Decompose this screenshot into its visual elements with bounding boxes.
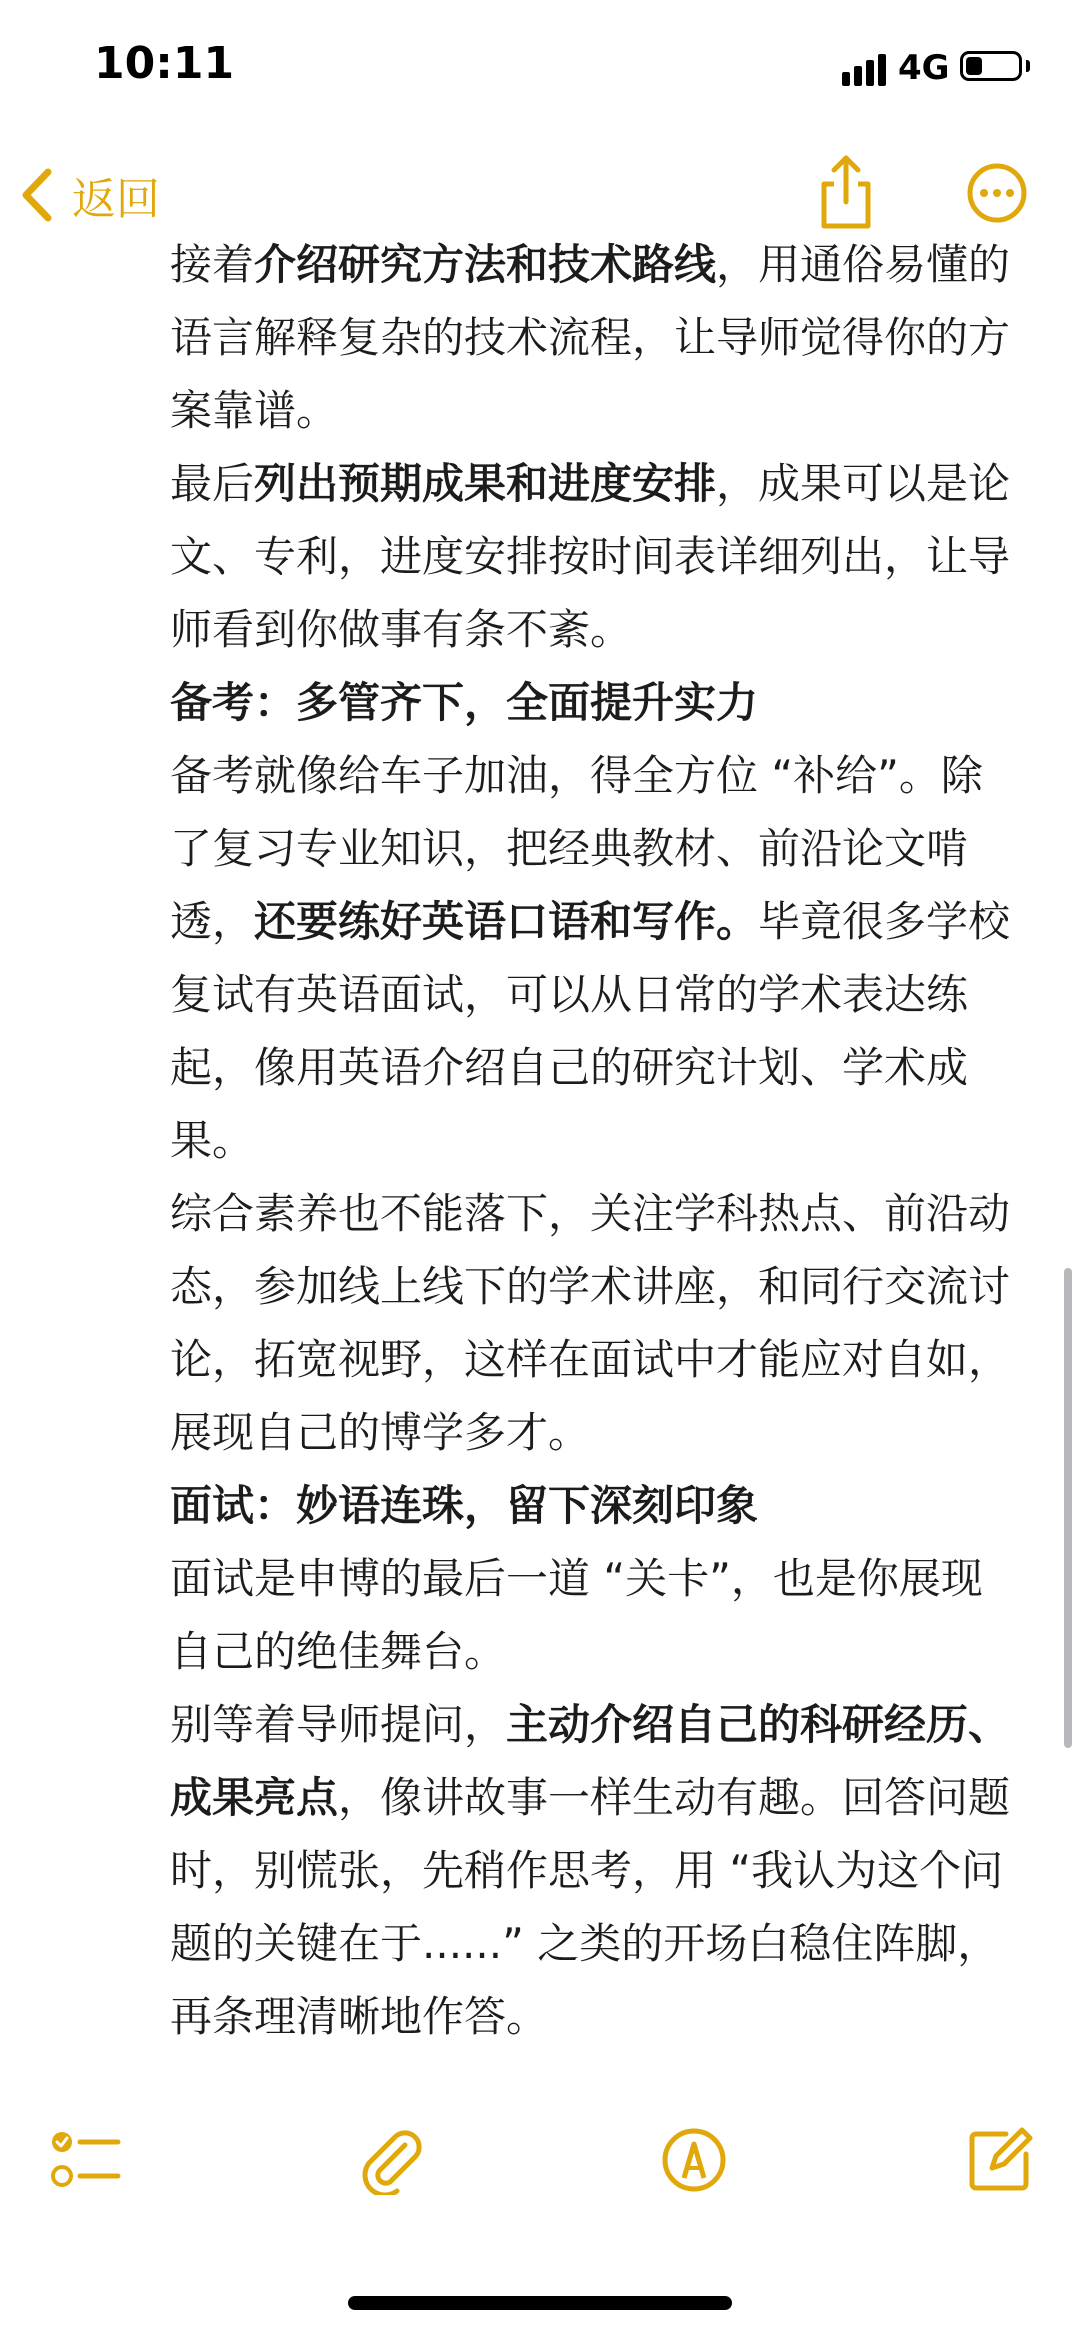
ellipsis-circle-icon — [966, 162, 1028, 224]
text-run: 别等着导师提问， — [170, 1700, 507, 1749]
markup-button[interactable] — [654, 2120, 734, 2200]
note-paragraph — [170, 739, 1020, 1177]
more-button[interactable] — [966, 162, 1028, 224]
checklist-icon — [50, 2128, 122, 2192]
checklist-button[interactable] — [46, 2120, 126, 2200]
text-run: 面试是申博的最后一道 “关卡”，也是你展现自己的绝佳舞台。 — [170, 1554, 983, 1676]
note-paragraph — [170, 228, 1020, 447]
text-run: 最后 — [170, 459, 255, 508]
text-run: ，用通俗易懂的语言解释复杂的技术流程，让导师觉得你的方案靠谱。 — [170, 240, 1011, 435]
battery-icon — [960, 51, 1022, 81]
compose-icon — [966, 2126, 1034, 2194]
text-run: 接着 — [170, 240, 255, 289]
share-icon — [816, 152, 876, 232]
compose-button[interactable] — [960, 2120, 1040, 2200]
note-body[interactable] — [170, 228, 1020, 2053]
text-run: 备考：多管齐下，全面提升实力 — [170, 678, 759, 727]
network-type: 4G — [898, 48, 950, 88]
note-paragraph — [170, 447, 1020, 666]
bold-text: 介绍研究方法和技术路线 — [254, 240, 717, 289]
note-heading — [170, 666, 1020, 739]
bold-text: 列出预期成果和进度安排 — [254, 459, 717, 508]
text-run: 面试：妙语连珠，留下深刻印象 — [170, 1481, 759, 1530]
paperclip-icon — [357, 2125, 427, 2195]
bold-text: 还要练好英语口语和写作。 — [254, 897, 759, 946]
share-button[interactable] — [816, 152, 876, 232]
note-paragraph — [170, 1177, 1020, 1469]
home-indicator[interactable] — [348, 2296, 732, 2310]
bold-text: 主动介绍自己的科研经历、成果亮点 — [170, 1700, 1011, 1822]
text-run: 备考就像给车子加油，得全方位 “补给”。除了复习专业知识，把经典教材、前沿论文啃透， — [170, 751, 983, 946]
status-bar — [0, 0, 1080, 140]
bottom-toolbar — [0, 2120, 1080, 2260]
battery-level — [966, 57, 982, 75]
note-paragraph — [170, 1542, 1020, 1688]
attachment-button[interactable] — [352, 2120, 432, 2200]
back-button[interactable] — [20, 160, 160, 230]
note-heading — [170, 1469, 1020, 1542]
back-label: 返回 — [72, 174, 160, 225]
nav-bar — [0, 140, 1080, 260]
text-run: 毕竟很多学校复试有英语面试，可以从日常的学术表达练起，像用英语介绍自己的研究计划、学术成果。 — [170, 897, 1011, 1165]
text-run: ，像讲故事一样生动有趣。回答问题时，别慌张，先稍作思考，用 “我认为这个问题的关键在于......” 之类的开场白稳住阵脚，再条理清晰地作答。 — [170, 1773, 1011, 2041]
pen-tip-icon — [660, 2126, 728, 2194]
chevron-left-icon — [20, 166, 54, 224]
battery-tip — [1026, 60, 1030, 72]
note-paragraph — [170, 1688, 1020, 2053]
scroll-indicator[interactable] — [1064, 1268, 1072, 1748]
signal-icon — [842, 54, 886, 86]
status-time: 10:11 — [94, 38, 235, 89]
text-run: ，成果可以是论文、专利，进度安排按时间表详细列出，让导师看到你做事有条不紊。 — [170, 459, 1011, 654]
text-run: 综合素养也不能落下，关注学科热点、前沿动态，参加线上线下的学术讲座，和同行交流讨论，拓宽视野，这样在面试中才能应对自如，展现自己的博学多才。 — [170, 1189, 1011, 1457]
